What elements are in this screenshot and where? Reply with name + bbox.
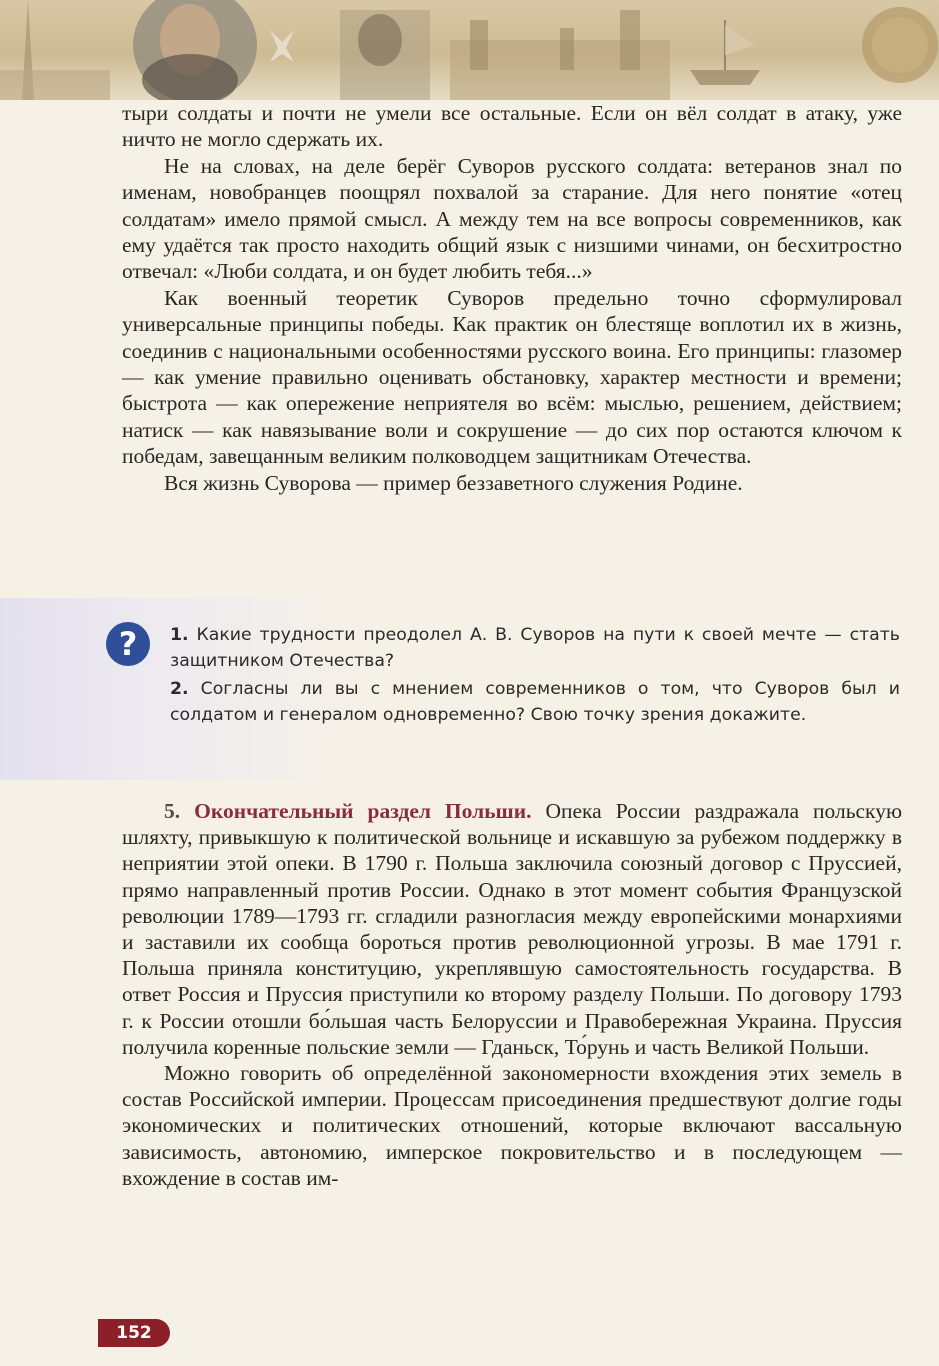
question-item [170,622,900,674]
question-text: Согласны ли вы с мнением современников о том, что Суворов был и солдатом и генералом одновременно? Свою точку зрения докажите. [170,679,900,725]
question-number: 2. [170,679,189,699]
question-item [170,676,900,728]
section-poland [122,798,902,1191]
header-collage-image [0,0,939,100]
question-number: 1. [170,625,189,645]
question-mark-icon: ? [106,622,150,666]
paragraph: тыри солдаты и почти не умели все остальные. Если он вёл солдат в атаку, уже ничто не могло сдержать их. [122,101,902,152]
paragraph: Как военный теоретик Суворов предельно точно сформулировал универсальные принципы победы. Как практик он блестяще воплотил их в жизнь, соединив с национальными особенностями русского воина. Его принципы: глазомер — как умение правильно оценивать обстановку, характер местности и времени; быстрота — как опережение неприятеля во всём: мыслью, решением, действием; натиск — как навязывание воли и сокрушение — до сих пор остаются ключом к победам, завещанным великим полководцем защитникам Отечества. [122,285,902,469]
paragraph: Не на словах, на деле берёг Суворов русского солдата: ветеранов знал по именам, новобранцев поощрял похвалой за старание. Для него понятие «отец солдатам» имело прямой смысл. А между тем на все вопросы современников, как ему удаётся так просто находить общий язык с низшими чинами, он бесхитростно отвечал: «Люби солдата, и он будет любить тебя...» [122,153,902,284]
paragraph: Можно говорить об определённой закономерности вхождения этих земель в состав Российской империи. Процессам присоединения предшествуют долгие годы экономических и политических отношений, которые включают вассальную зависимость, автономию, имперское покровительство и в последующем — вхождение в состав им- [122,1061,902,1190]
main-text-top [122,100,902,496]
section-number: 5. [164,799,181,823]
question-text: Какие трудности преодолел А. В. Суворов на пути к своей мечте — стать защитником Отечества? [170,625,900,671]
paragraph: Вся жизнь Суворова — пример беззаветного служения Родине. [164,470,743,495]
section-title: Окончательный раздел Польши. [194,799,532,823]
paragraph [122,798,902,1060]
section-heading [164,799,531,823]
page-number: 152 [98,1319,170,1347]
header-illustration-banner [0,0,939,100]
questions-list [170,622,900,730]
section-paragraph-text: Опека России раздражала польскую шляхту, привыкшую к политической вольнице и искавшую за рубежом поддержку в неприятии этой опеки. В 1790 г. Польша заключила союзный договор с Пруссией, прямо направленный против России. Однако в этот момент события Французской революции 1789—1793 гг. сгладили разногласия между европейскими монархиями и заставили их сообща бороться против революционной угрозы. В мае 1791 г. Польша приняла конституцию, укреплявшую самостоятельность государства. В ответ Россия и Пруссия приступили ко второму разделу Польши. По договору 1793 г. к России отошли бо́льшая часть Белоруссии и Правобережная Украина. Пруссия получила коренные польские земли — Гданьск, То́рунь и часть Великой Польши. [122,799,903,1059]
